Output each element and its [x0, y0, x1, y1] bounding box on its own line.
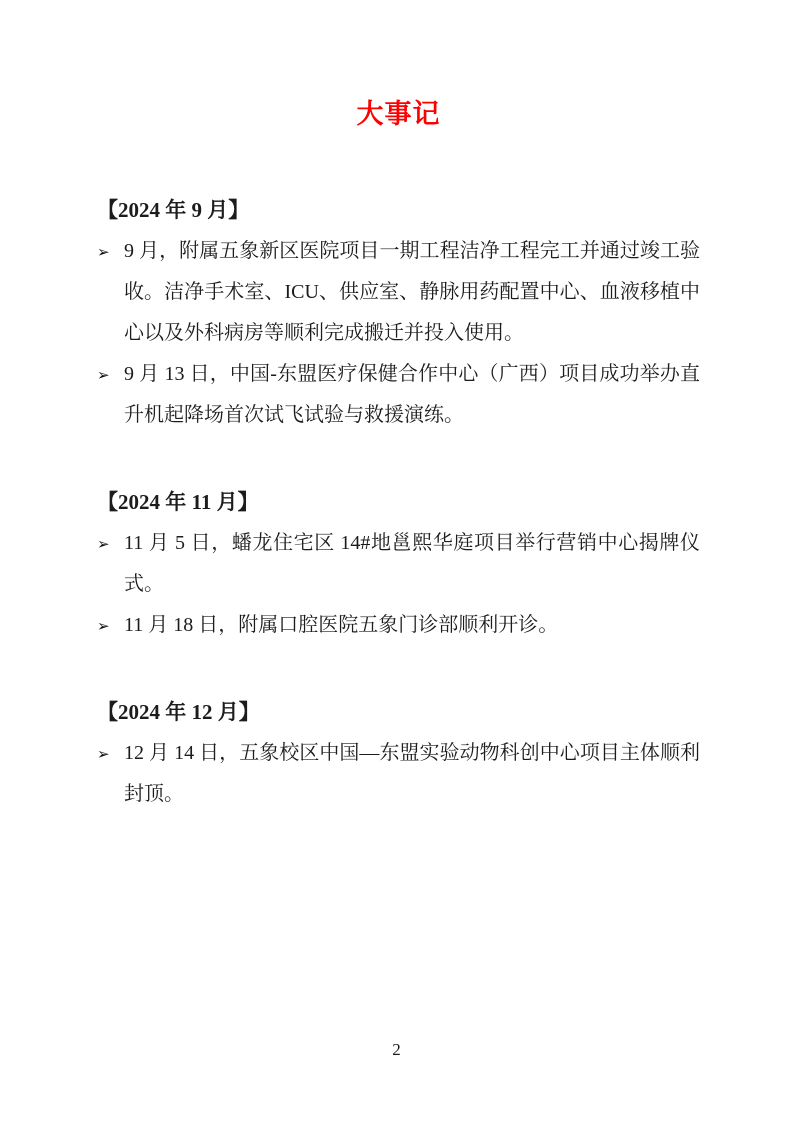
- section-heading: 【2024 年 9 月】: [97, 198, 250, 222]
- event-text: 9 月，附属五象新区医院项目一期工程洁净工程完工并通过竣工验收。洁净手术室、ICU、供应室、静脉用药配置中心、血液移植中心以及外科病房等顺利完成搬迁并投入使用。: [124, 240, 700, 344]
- event-item: [97, 523, 700, 605]
- page-number: 2: [392, 1040, 401, 1059]
- arrow-bullet-icon: ➢: [97, 617, 110, 635]
- arrow-bullet-icon: ➢: [97, 745, 110, 763]
- section-heading: 【2024 年 11 月】: [97, 490, 259, 514]
- event-text: 11 月 5 日，蟠龙住宅区 14#地邕熙华庭项目举行营销中心揭牌仪式。: [124, 532, 700, 595]
- arrow-bullet-icon: ➢: [97, 535, 110, 553]
- document-body: [97, 190, 700, 815]
- event-text: 9 月 13 日，中国-东盟医疗保健合作中心（广西）项目成功举办直升机起降场首次试飞试验与救援演练。: [124, 363, 700, 426]
- event-list: [97, 231, 700, 436]
- event-item: [97, 605, 700, 646]
- event-item: [97, 354, 700, 436]
- section-heading: 【2024 年 12 月】: [97, 700, 260, 724]
- event-text: 11 月 18 日，附属口腔医院五象门诊部顺利开诊。: [124, 614, 559, 636]
- event-section: [97, 482, 700, 646]
- event-item: [97, 733, 700, 815]
- event-section: [97, 190, 700, 436]
- arrow-bullet-icon: ➢: [97, 366, 110, 384]
- event-item: [97, 231, 700, 354]
- page-title: 大事记: [356, 99, 441, 129]
- event-list: [97, 523, 700, 646]
- arrow-bullet-icon: ➢: [97, 243, 110, 261]
- event-section: [97, 692, 700, 815]
- event-list: [97, 733, 700, 815]
- event-text: 12 月 14 日，五象校区中国—东盟实验动物科创中心项目主体顺利封顶。: [124, 742, 700, 805]
